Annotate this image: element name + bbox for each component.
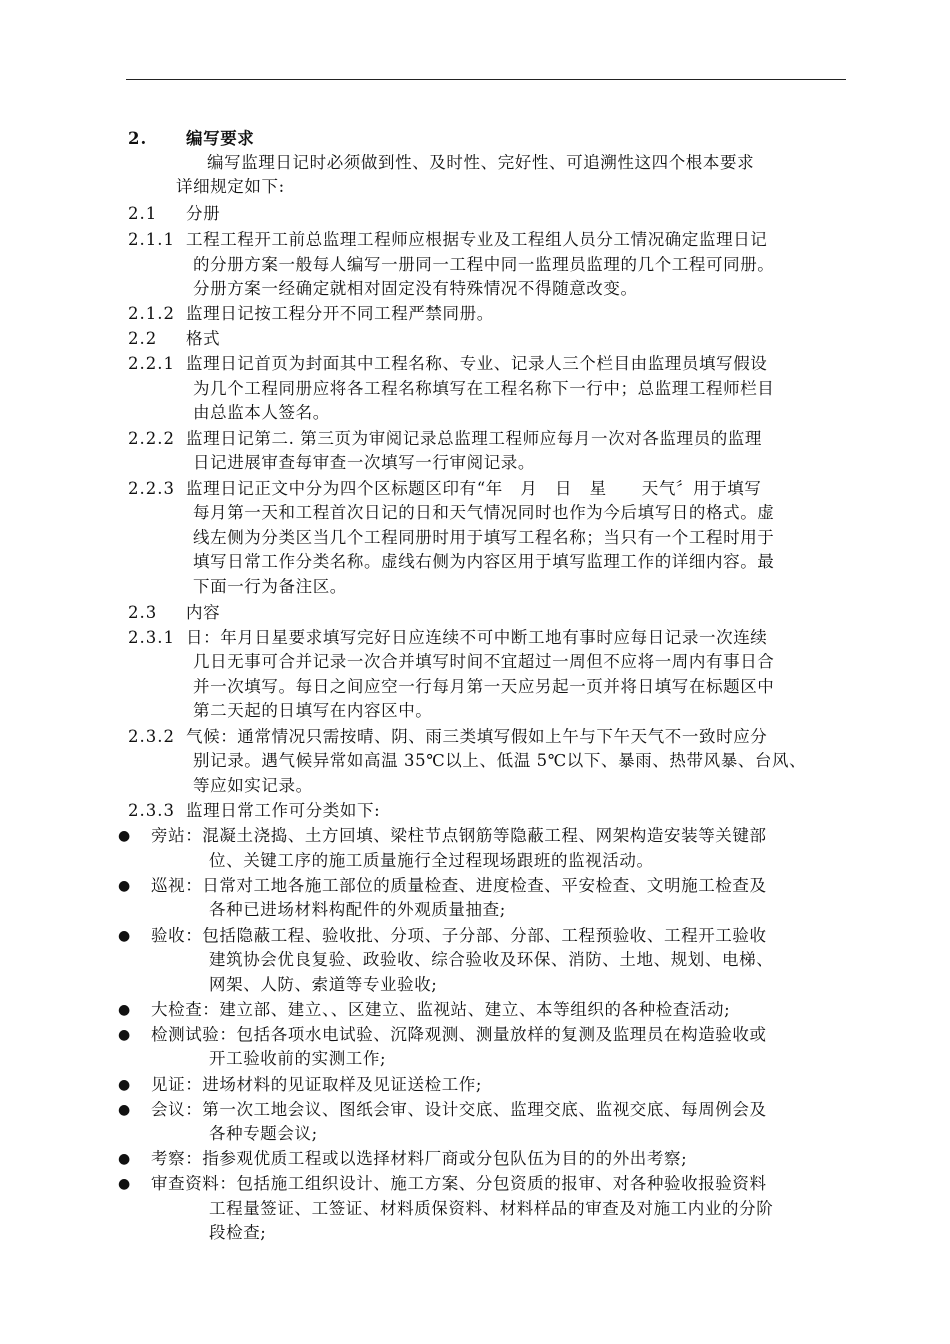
- clause-number: 2.1.2: [128, 304, 175, 323]
- bullet-line: 大检查：建立部、建立、、区建立、监视站、建立、本等组织的各种检查活动;: [151, 1000, 731, 1019]
- clause-number: 2.1.1: [128, 230, 175, 249]
- bullet-icon: ●: [118, 1077, 131, 1093]
- clause-line: 为几个工程同册应将各工程名称填写在工程名称下一行中；总监理工程师栏目: [193, 379, 775, 398]
- clause-line: 并一次填写。每日之间应空一行每月第一天应另起一页并将日填写在标题区中: [193, 677, 775, 696]
- clause-line: 的分册方案一般每人编写一册同一工程中同一监理员监理的几个工程可同册。: [193, 255, 775, 274]
- bullet-icon: ●: [118, 1027, 131, 1043]
- clause-line: 监理日记第二. 第三页为审阅记录总监理工程师应每月一次对各监理员的监理: [186, 429, 762, 448]
- subsection-title: 格式: [186, 329, 221, 348]
- subsection-number: 2.1: [128, 204, 158, 223]
- clause-line: 日：年月日星要求填写完好日应连续不可中断工地有事时应每日记录一次连续: [186, 628, 768, 647]
- subsection-title: 内容: [186, 603, 221, 622]
- bullet-icon: ●: [118, 1176, 131, 1192]
- clause-line: 气候：通常情况只需按晴、阴、雨三类填写假如上午与下午天气不一致时应分: [186, 727, 768, 746]
- bullet-line: 旁站：混凝土浇捣、土方回填、梁柱节点钢筋等隐蔽工程、网架构造安装等关键部: [151, 826, 767, 845]
- clause-line: 监理日记正文中分为四个区标题区印有“年 月 日 星 天气〞用于填写: [186, 479, 762, 498]
- bullet-line: 位、关键工序的施工质量施行全过程现场跟班的监视活动。: [209, 851, 654, 870]
- bullet-line: 验收：包括隐蔽工程、验收批、分项、子分部、分部、工程预验收、工程开工验收: [151, 926, 767, 945]
- bullet-icon: ●: [118, 928, 131, 944]
- clause-line: 填写日常工作分类名称。虚线右侧为内容区用于填写监理工作的详细内容。最: [193, 552, 775, 571]
- bullet-line: 工程量签证、工签证、材料质保资料、材料样品的审查及对施工内业的分阶: [209, 1199, 774, 1218]
- bullet-line: 各种已进场材料构配件的外观质量抽查;: [209, 900, 506, 919]
- header-rule: [126, 79, 846, 80]
- clause-line: 监理日记按工程分开不同工程严禁同册。: [186, 304, 494, 323]
- bullet-line: 开工验收前的实测工作;: [209, 1049, 387, 1068]
- clause-line: 几日无事可合并记录一次合并填写时间不宜超过一周但不应将一周内有事日合: [193, 652, 775, 671]
- bullet-line: 考察：指参观优质工程或以选择材料厂商或分包队伍为目的的外出考察;: [151, 1149, 688, 1168]
- bullet-line: 巡视：日常对工地各施工部位的质量检查、进度检查、平安检查、文明施工检查及: [151, 876, 767, 895]
- subsection-title: 分册: [186, 204, 221, 223]
- bullet-icon: ●: [118, 1151, 131, 1167]
- clause-number: 2.3.1: [128, 628, 175, 647]
- clause-line: 别记录。遇气候异常如高温 35℃以上、低温 5℃以下、暴雨、热带风暴、台风、: [193, 751, 807, 770]
- bullet-icon: ●: [118, 1102, 131, 1118]
- clause-number: 2.3.2: [128, 727, 175, 746]
- clause-line: 日记进展审查每审查一次填写一行审阅记录。: [193, 453, 535, 472]
- clause-line: 分册方案一经确定就相对固定没有特殊情况不得随意改变。: [193, 279, 638, 298]
- subsection-number: 2.3: [128, 603, 158, 622]
- clause-number: 2.2.2: [128, 429, 175, 448]
- clause-line: 下面一行为备注区。: [193, 577, 347, 596]
- bullet-line: 各种专题会议;: [209, 1124, 318, 1143]
- bullet-line: 审查资料：包括施工组织设计、施工方案、分包资质的报审、对各种验收报验资料: [151, 1174, 767, 1193]
- clause-line: 监理日常工作可分类如下:: [186, 801, 381, 820]
- subsection-number: 2.2: [128, 329, 158, 348]
- clause-number: 2.2.3: [128, 479, 175, 498]
- clause-line: 每月第一天和工程首次日记的日和天气情况同时也作为今后填写日的格式。虚: [193, 503, 775, 522]
- bullet-line: 会议：第一次工地会议、图纸会审、设计交底、监理交底、监视交底、每周例会及: [151, 1100, 767, 1119]
- clause-line: 监理日记首页为封面其中工程名称、专业、记录人三个栏目由监理员填写假设: [186, 354, 768, 373]
- section-title: 编写要求: [186, 129, 255, 148]
- paragraph-line: 编写监理日记时必须做到性、及时性、完好性、可追溯性这四个根本要求: [207, 153, 755, 172]
- section-number: 2.: [128, 129, 148, 148]
- clause-line: 工程工程开工前总监理工程师应根据专业及工程组人员分工情况确定监理日记: [186, 230, 768, 249]
- bullet-icon: ●: [118, 1002, 131, 1018]
- bullet-line: 网架、人防、索道等专业验收;: [209, 975, 438, 994]
- bullet-line: 检测试验：包括各项水电试验、沉降观测、测量放样的复测及监理员在构造验收或: [151, 1025, 767, 1044]
- bullet-line: 段检查;: [209, 1223, 267, 1242]
- bullet-line: 见证：进场材料的见证取样及见证送检工作;: [151, 1075, 483, 1094]
- bullet-icon: ●: [118, 878, 131, 894]
- clause-line: 由总监本人签名。: [193, 403, 330, 422]
- bullet-line: 建筑协会优良复验、政验收、综合验收及环保、消防、土地、规划、电梯、: [209, 950, 774, 969]
- clause-line: 线左侧为分类区当几个工程同册时用于填写工程名称；当只有一个工程时用于: [193, 528, 775, 547]
- clause-line: 等应如实记录。: [193, 776, 313, 795]
- bullet-icon: ●: [118, 828, 131, 844]
- clause-line: 第二天起的日填写在内容区中。: [193, 701, 433, 720]
- clause-number: 2.3.3: [128, 801, 175, 820]
- paragraph-line: 详细规定如下:: [176, 177, 285, 196]
- clause-number: 2.2.1: [128, 354, 175, 373]
